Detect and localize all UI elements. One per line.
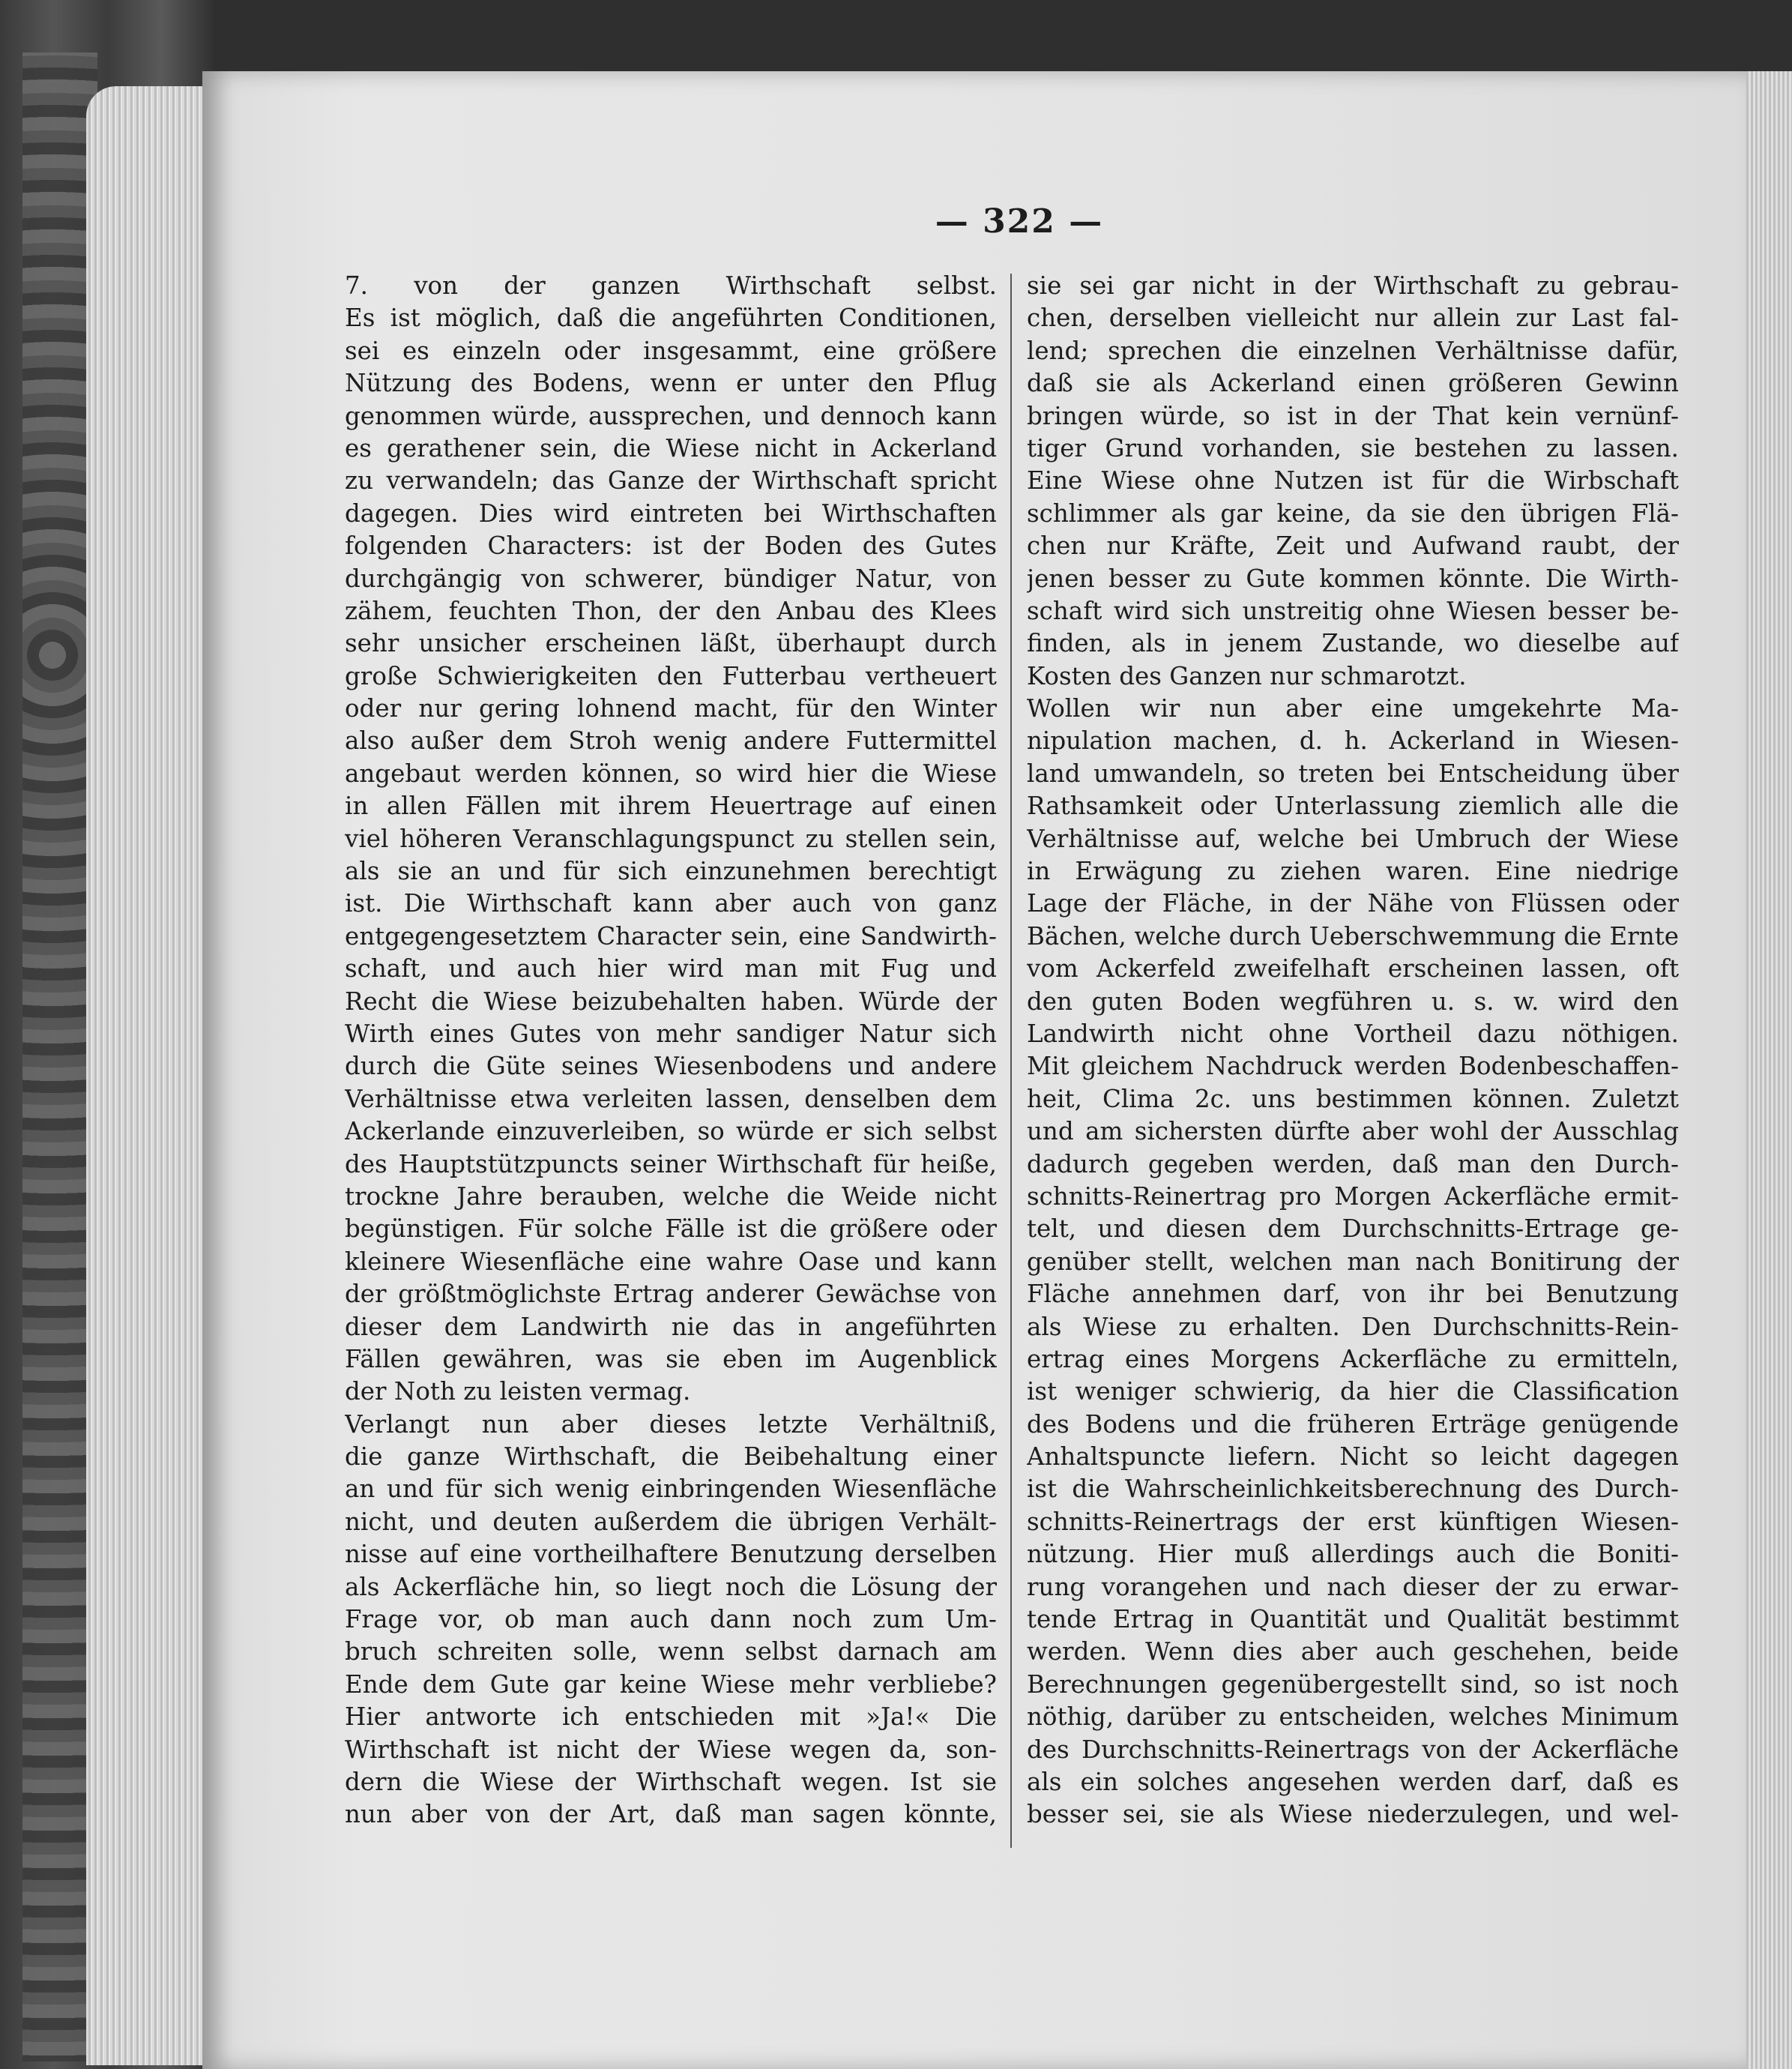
text-line: dadurch gegeben werden, daß man den Durch- [1027, 1149, 1679, 1178]
page-stack-left [86, 86, 206, 2065]
text-line: nicht, und deuten außerdem die übrigen Verhält- [345, 1507, 997, 1536]
text-line: in allen Fällen mit ihrem Heuertrage auf einen [345, 792, 997, 821]
text-line: heit, Clima 2c. uns bestimmen können. Zuletzt [1027, 1084, 1679, 1113]
page-stack-right [1746, 71, 1792, 2069]
text-line: nützung. Hier muß allerdings auch die Boniti- [1027, 1540, 1679, 1569]
text-line: die ganze Wirthschaft, die Beibehaltung einer [345, 1442, 997, 1472]
text-line: Rathsamkeit oder Unterlassung ziemlich alle die [1027, 792, 1679, 821]
text-line: chen, derselben vielleicht nur allein zur Last fal- [1027, 304, 1679, 333]
text-line: Verhältnisse auf, welche bei Umbruch der Wiese [1027, 824, 1679, 853]
text-line: rung vorangehen und nach dieser der zu erwar- [1027, 1572, 1679, 1601]
text-line: bruch schreiten solle, wenn selbst darnach am [345, 1637, 997, 1666]
text-line: in Erwägung zu ziehen waren. Eine niedrige [1027, 857, 1679, 886]
text-line: Es ist möglich, daß die angeführten Conditionen, [345, 304, 997, 333]
text-line: Verhältnisse etwa verleiten lassen, denselben dem [345, 1084, 997, 1113]
text-line: nun aber von der Art, daß man sagen könnte, [345, 1800, 997, 1829]
text-line: schaft, und auch hier wird man mit Fug und [345, 954, 997, 984]
text-line: Wirthschaft ist nicht der Wiese wegen da, son- [345, 1735, 997, 1764]
text-line: des Hauptstützpuncts seiner Wirthschaft für heiße, [345, 1149, 997, 1178]
text-line: sehr unsicher erscheinen läßt, überhaupt durch [345, 629, 997, 658]
text-line: Nützung des Bodens, wenn er unter den Pflug [345, 369, 997, 398]
text-line: Bächen, welche durch Ueberschwemmung die Ernte [1027, 921, 1679, 951]
text-line: oder nur gering lohnend macht, für den Winter [345, 694, 997, 723]
text-line: ist die Wahrscheinlichkeitsberechnung des Durch- [1027, 1475, 1679, 1504]
text-line: Mit gleichem Nachdruck werden Bodenbeschaffen- [1027, 1052, 1679, 1081]
text-line: lend; sprechen die einzelnen Verhältnisse dafür, [1027, 336, 1679, 365]
text-line: nisse auf eine vortheilhaftere Benutzung derselben [345, 1540, 997, 1569]
text-line: sie sei gar nicht in der Wirthschaft zu gebrau- [1027, 271, 1679, 300]
text-line: also außer dem Stroh wenig andere Futtermittel [345, 726, 997, 756]
text-line: als Ackerfläche hin, so liegt noch die Lösung der [345, 1572, 997, 1601]
text-line: 7. von der ganzen Wirthschaft selbst. [345, 271, 997, 300]
text-line: Verlangt nun aber dieses letzte Verhältniß, [345, 1409, 997, 1439]
text-line: Recht die Wiese beizubehalten haben. Würde der [345, 987, 997, 1016]
text-line: Ende dem Gute gar keine Wiese mehr verbliebe? [345, 1669, 997, 1699]
text-line: des Durchschnitts-Reinertrags von der Ackerfläche [1027, 1735, 1679, 1764]
left-text-column [345, 270, 997, 1831]
text-line: Kosten des Ganzen nur schmarotzt. [1027, 661, 1467, 690]
text-line: vom Ackerfeld zweifelhaft erscheinen lassen, oft [1027, 954, 1679, 984]
text-line: entgegengesetztem Character sein, eine Sandwirth- [345, 921, 997, 951]
text-line: als sie an und für sich einzunehmen berechtigt [345, 857, 997, 886]
text-line: besser sei, sie als Wiese niederzulegen, und wel- [1027, 1800, 1679, 1829]
text-line: begünstigen. Für solche Fälle ist die größere oder [345, 1214, 997, 1244]
text-line: sei es einzeln oder insgesammt, eine größere [345, 336, 997, 365]
text-line: Fläche annehmen darf, von ihr bei Benutzung [1027, 1280, 1679, 1309]
text-line: Wirth eines Gutes von mehr sandiger Natur sich [345, 1019, 997, 1048]
text-line: als ein solches angesehen werden darf, daß es [1027, 1767, 1679, 1796]
text-line: Lage der Fläche, in der Nähe von Flüssen oder [1027, 889, 1679, 918]
text-line: ist. Die Wirthschaft kann aber auch von ganz [345, 889, 997, 918]
text-line: genommen würde, aussprechen, und dennoch kann [345, 401, 997, 430]
text-line: telt, und diesen dem Durchschnitts-Ertrage ge- [1027, 1214, 1679, 1244]
text-line: dagegen. Dies wird eintreten bei Wirthschaften [345, 499, 997, 528]
text-line: dieser dem Landwirth nie das in angeführten [345, 1312, 997, 1341]
text-line: dern die Wiese der Wirthschaft wegen. Ist sie [345, 1767, 997, 1796]
text-line: zu verwandeln; das Ganze der Wirthschaft spricht [345, 466, 997, 496]
text-line: nöthig, darüber zu entscheiden, welches Minimum [1027, 1702, 1679, 1732]
text-line: kleinere Wiesenfläche eine wahre Oase und kann [345, 1247, 997, 1276]
text-line: chen nur Kräfte, Zeit und Aufwand raubt, der [1027, 531, 1679, 561]
text-line: Frage vor, ob man auch dann noch zum Um- [345, 1605, 997, 1634]
text-line: schnitts-Reinertrag pro Morgen Ackerfläche ermit- [1027, 1181, 1679, 1211]
text-line: den guten Boden wegführen u. s. w. wird den [1027, 987, 1679, 1016]
text-line: genüber stellt, welchen man nach Bonitirung der [1027, 1247, 1679, 1276]
text-line: an und für sich wenig einbringenden Wiesenfläche [345, 1475, 997, 1504]
text-line: zähem, feuchten Thon, der den Anbau des Klees [345, 596, 997, 625]
text-line: jenen besser zu Gute kommen könnte. Die Wirth- [1027, 564, 1679, 593]
text-line: tiger Grund vorhanden, sie bestehen zu lassen. [1027, 433, 1679, 463]
text-line: bringen würde, so ist in der That kein vernünf- [1027, 401, 1679, 430]
text-line: folgenden Characters: ist der Boden des Gutes [345, 531, 997, 561]
text-line: Eine Wiese ohne Nutzen ist für die Wirbschaft [1027, 466, 1679, 496]
text-line: des Bodens und die früheren Erträge genügende [1027, 1409, 1679, 1439]
text-line: Ackerlande einzuverleiben, so würde er sich selbst [345, 1117, 997, 1146]
text-line: Hier antworte ich entschieden mit »Ja!« Die [345, 1702, 997, 1732]
text-line: es gerathener sein, die Wiese nicht in Ackerland [345, 433, 997, 463]
text-line: Anhaltspuncte liefern. Nicht so leicht dagegen [1027, 1442, 1679, 1472]
text-line: durch die Güte seines Wiesenbodens und andere [345, 1052, 997, 1081]
text-line: große Schwierigkeiten den Futterbau vertheuert [345, 661, 997, 690]
right-text-column [1027, 270, 1679, 1831]
text-line: nipulation machen, d. h. Ackerland in Wiesen- [1027, 726, 1679, 756]
text-line: ertrag eines Morgens Ackerfläche zu ermitteln, [1027, 1344, 1679, 1373]
text-line: und am sichersten dürfte aber wohl der Ausschlag [1027, 1117, 1679, 1146]
text-line: als Wiese zu erhalten. Den Durchschnitts-Rein- [1027, 1312, 1679, 1341]
text-line: werden. Wenn dies aber auch geschehen, beide [1027, 1637, 1679, 1666]
text-line: land umwandeln, so treten bei Entscheidung über [1027, 759, 1679, 788]
text-line: trockne Jahre berauben, welche die Weide nicht [345, 1181, 997, 1211]
text-line: der größtmöglichste Ertrag anderer Gewächse von [345, 1280, 997, 1309]
text-line: schlimmer als gar keine, da sie den übrigen Flä- [1027, 499, 1679, 528]
text-line: daß sie als Ackerland einen größeren Gewinn [1027, 369, 1679, 398]
text-line: schaft wird sich unstreitig ohne Wiesen besser be- [1027, 596, 1679, 625]
text-line: Berechnungen gegenübergestellt sind, so ist noch [1027, 1669, 1679, 1699]
text-line: der Noth zu leisten vermag. [345, 1377, 691, 1406]
page-number: — 322 — [935, 202, 1104, 241]
column-divider [1010, 274, 1012, 1848]
text-line: schnitts-Reinertrags der erst künftigen Wiesen- [1027, 1507, 1679, 1536]
text-line: Landwirth nicht ohne Vortheil dazu nöthigen. [1027, 1019, 1679, 1048]
text-line: Fällen gewähren, was sie eben im Augenblick [345, 1344, 997, 1373]
text-line: viel höheren Veranschlagungspunct zu stellen sein, [345, 824, 997, 853]
text-line: Wollen wir nun aber eine umgekehrte Ma- [1027, 694, 1679, 723]
text-line: tende Ertrag in Quantität und Qualität bestimmt [1027, 1605, 1679, 1634]
text-line: durchgängig von schwerer, bündiger Natur, von [345, 564, 997, 593]
text-line: finden, als in jenem Zustande, wo dieselbe auf [1027, 629, 1679, 658]
text-line: ist weniger schwierig, da hier die Classification [1027, 1377, 1679, 1406]
text-line: angebaut werden können, so wird hier die Wiese [345, 759, 997, 788]
